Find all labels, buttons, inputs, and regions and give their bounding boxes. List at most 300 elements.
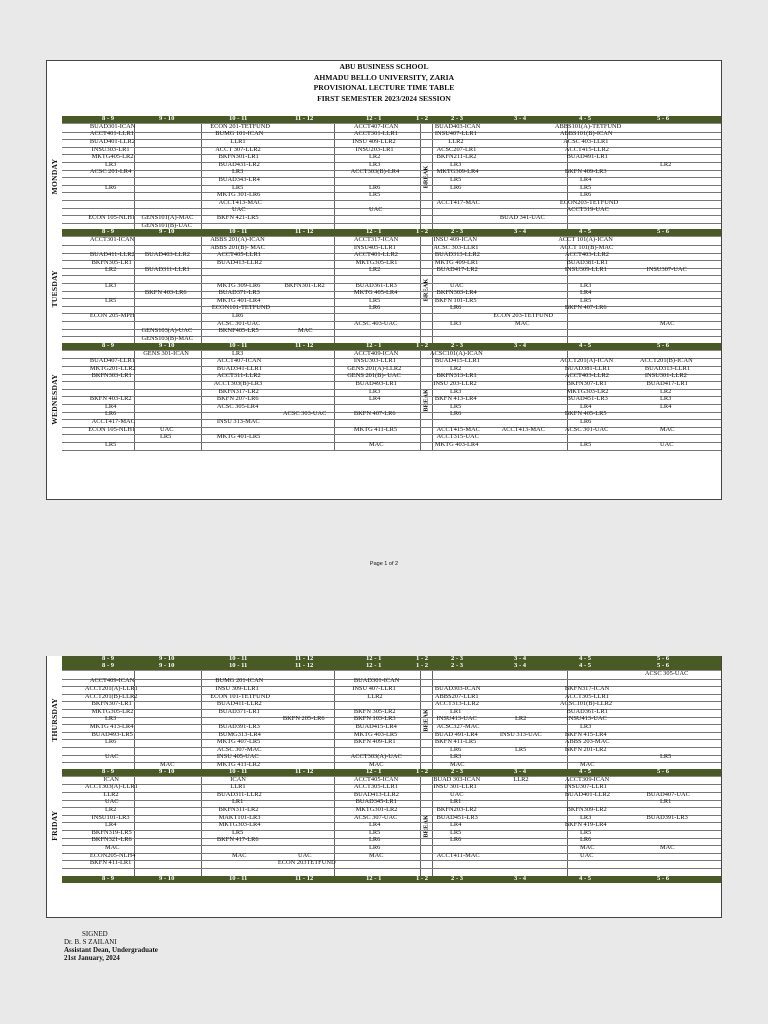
course-cell: BUAD417-LR2: [436, 266, 478, 274]
course-cell: BKFN313-LR1: [436, 372, 477, 380]
course-cell: GENS 201(B)- UAC: [347, 372, 401, 380]
time-slot-label: 8 - 9: [102, 767, 115, 775]
course-cell: ABBS101(A)-TETFUND: [554, 122, 622, 130]
course-cell: LR3: [232, 349, 244, 357]
course-cell: BKFN 411-LR1: [89, 859, 132, 867]
day-grid-wednesday: [62, 350, 721, 450]
course-cell: LLR2: [367, 692, 383, 700]
course-cell: ACCT201(A)-ICAN: [559, 357, 614, 365]
course-cell: BUAD431-LR2: [218, 160, 260, 168]
course-cell: LR5: [580, 828, 592, 836]
signed-label: SIGNED: [82, 930, 108, 938]
course-cell: ACCT303(A)-LLR1: [84, 783, 138, 791]
course-cell: MAC: [580, 760, 595, 768]
course-cell: BKFN 419-LR4: [564, 821, 607, 829]
break-label: BREAK: [422, 814, 430, 838]
course-cell: LR4: [105, 402, 117, 410]
time-slot-label: 4 - 5: [579, 874, 592, 882]
course-cell: INSU303-LLR1: [353, 357, 396, 365]
course-cell: LR5: [232, 183, 244, 191]
course-cell: BKFN301-LR1: [218, 153, 259, 161]
time-slot-label: 10 - 11: [229, 874, 248, 882]
course-cell: ABBS 203-MAC: [564, 738, 610, 746]
course-cell: LR2: [450, 364, 462, 372]
course-cell: ACCT305-LLR1: [353, 783, 398, 791]
course-cell: LR5: [160, 433, 172, 441]
time-slot-label: 1 - 2: [416, 655, 429, 662]
course-cell: BUAD413-LLR2: [216, 258, 262, 266]
course-cell: ACCT417-MAC: [91, 417, 135, 425]
course-cell: LR5: [515, 745, 527, 753]
course-cell: ECON101-TETFUND: [211, 304, 271, 312]
course-cell: LR6: [450, 183, 462, 191]
time-slot-label: 10 - 11: [229, 228, 248, 236]
course-cell: LR3: [369, 387, 381, 395]
course-cell: MAC: [298, 327, 313, 335]
course-cell: BKFN307-LR1: [91, 700, 132, 708]
course-cell: ACSC 403-UAC: [353, 319, 398, 327]
course-cell: LR3: [660, 395, 672, 403]
course-cell: ACCT407-ICAN: [216, 357, 262, 365]
course-cell: BUAD381-LLR1: [564, 364, 610, 372]
course-cell: LR2: [369, 266, 381, 274]
course-cell: BKFN 103-LR3: [353, 715, 396, 723]
course-cell: MAC: [660, 425, 675, 433]
course-cell: BKFN305-LR1: [91, 258, 132, 266]
course-cell: INSU 309-LLR1: [215, 684, 259, 692]
time-slot-label: 1 - 2: [416, 767, 429, 775]
course-cell: BUAD491-LR1: [566, 153, 608, 161]
time-slot-label: 12 - 1: [366, 341, 382, 349]
course-cell: BUAD401-LLR2: [89, 137, 135, 145]
time-slot-label: 12 - 1: [366, 874, 382, 882]
course-cell: MKTG 413-LR4: [89, 722, 134, 730]
course-cell: ACCT201(B)-LLR2: [84, 692, 138, 700]
course-cell: ACCT403-LLR2: [564, 251, 609, 259]
course-cell: LR6: [450, 304, 462, 312]
course-cell: BUAD345-LR1: [355, 798, 397, 806]
course-cell: BKFN 207-LR6: [216, 395, 259, 403]
course-cell: MKTG 407-LR5: [216, 738, 261, 746]
course-cell: ECON 101-TETFUND: [210, 692, 271, 700]
course-cell: BUAD413-LLR2: [353, 790, 399, 798]
course-cell: INSU307-LLR1: [564, 783, 607, 791]
course-cell: LLR1: [230, 783, 246, 791]
course-cell: BKFN 411-LR5: [434, 738, 477, 746]
time-slot-label: 3 - 4: [514, 767, 527, 775]
time-slot-label: 12 - 1: [366, 228, 382, 236]
break-label: BREAK: [422, 165, 430, 189]
course-cell: BKFN 403-LR6: [144, 289, 187, 297]
course-cell: MKTG309-LR4: [436, 168, 479, 176]
course-cell: LR5: [450, 175, 462, 183]
time-slot-label: 4 - 5: [579, 341, 592, 349]
course-cell: MKTG 411-LR2: [216, 760, 261, 768]
course-cell: ABBS207-LLR1: [434, 692, 479, 700]
course-cell: BUAD493-LR1: [355, 379, 397, 387]
time-slot-label: 8 - 9: [102, 228, 115, 236]
course-cell: ACCT313-LLR2: [434, 700, 479, 708]
course-cell: LR5: [450, 402, 462, 410]
course-cell: BKFN 405-LR5: [564, 410, 607, 418]
course-cell: LR5: [369, 296, 381, 304]
course-cell: BUAD371-LR3: [218, 289, 260, 297]
course-cell: BKFN 409-LR1: [353, 738, 396, 746]
break-label: BREAK: [422, 388, 430, 412]
course-cell: ICAN: [230, 775, 246, 783]
course-cell: BUMG 201-ICAN: [215, 677, 264, 685]
course-cell: LR6: [580, 836, 592, 844]
course-cell: MKTG 403-LR5: [353, 730, 398, 738]
course-cell: BUAD341-LLR1: [216, 364, 262, 372]
course-cell: INSU405-LLR1: [353, 243, 396, 251]
time-slot-label: 9 - 10: [159, 228, 175, 236]
course-cell: LLR1: [230, 137, 246, 145]
time-slot-label: 1 - 2: [416, 228, 429, 236]
time-slot-label: 11 - 12: [295, 874, 314, 882]
course-cell: LR3: [369, 160, 381, 168]
course-cell: MAC: [660, 843, 675, 851]
course-cell: BKFN307-LR1: [566, 379, 607, 387]
course-cell: BUAD415-LR4: [355, 722, 397, 730]
course-cell: BKNF405-LR5: [218, 327, 259, 335]
course-cell: INSU 313-MAC: [216, 417, 260, 425]
course-cell: GENS101(A)-MAC: [141, 213, 194, 221]
course-cell: LR4: [105, 821, 117, 829]
course-cell: BUAD493-LR5: [91, 730, 133, 738]
course-cell: BUAD417-LR1: [646, 379, 688, 387]
document-title: PROVISIONAL LECTURE TIME TABLE: [313, 83, 455, 92]
course-cell: INSU 203-LLR2: [433, 379, 477, 387]
school-name: ABU BUSINESS SCHOOL: [339, 62, 429, 71]
time-slot-label: 4 - 5: [579, 228, 592, 236]
course-cell: INSU413-UAC: [566, 715, 607, 723]
course-cell: INSU407-LLR1: [434, 130, 477, 138]
time-slot-label: 2 - 3: [451, 655, 464, 662]
time-slot-label: 11 - 12: [295, 228, 314, 236]
course-cell: ECON203-TETFUND: [559, 198, 619, 206]
course-cell: BKFN309-LR2: [566, 805, 607, 813]
course-cell: ACCT403-LLR2: [564, 372, 609, 380]
course-cell: MAC: [515, 319, 530, 327]
time-slot-label: 11 - 12: [295, 767, 314, 775]
course-cell: LR6: [232, 312, 244, 320]
course-cell: UAC: [660, 440, 674, 448]
course-cell: ACSC 305-LR4: [216, 402, 259, 410]
course-cell: ACSC 307-UAC: [353, 813, 398, 821]
course-cell: ACCT405-ICAN: [353, 775, 399, 783]
course-cell: MKTG 405-LR4: [353, 289, 398, 297]
course-cell: UAC: [450, 281, 464, 289]
time-slot-label: 11 - 12: [295, 655, 314, 662]
course-cell: ACSC 303-LLR1: [433, 243, 479, 251]
time-slot-label: 2 - 3: [451, 341, 464, 349]
course-cell: LR3: [450, 319, 462, 327]
course-cell: LR6: [369, 843, 381, 851]
course-cell: MKTG201-LLR2: [89, 364, 136, 372]
course-cell: LR2: [660, 160, 672, 168]
course-cell: ACSC 403-LLR1: [563, 137, 609, 145]
course-cell: BKFN 201-LR2: [564, 745, 607, 753]
course-cell: MKTG 401-LR4: [216, 296, 261, 304]
break-label: BREAK: [422, 279, 430, 302]
course-cell: MAKT101-LR3: [218, 813, 261, 821]
course-cell: MAC: [580, 843, 595, 851]
course-cell: GENS103(B)-MAC: [141, 334, 193, 342]
course-cell: LR5: [450, 828, 462, 836]
course-cell: UAC: [105, 798, 119, 806]
course-cell: MKTG 403-LR4: [434, 440, 479, 448]
course-cell: ACCT201(A)-LLR1: [84, 684, 138, 692]
time-slot-label: 11 - 12: [295, 115, 314, 122]
time-slot-label: 8 - 9: [102, 874, 115, 882]
course-cell: ACCT311-LLR2: [216, 372, 261, 380]
course-cell: BUAD403-LLR2: [144, 251, 190, 259]
course-cell: ACCT401-LLR2: [353, 251, 398, 259]
time-slot-label: 8 - 9: [102, 655, 115, 662]
time-slot-label: 5 - 6: [657, 655, 670, 662]
course-cell: ACCT 101(A)-ICAN: [558, 236, 613, 244]
course-cell: LR6: [580, 417, 592, 425]
course-cell: BKFN317-ICAN: [564, 684, 610, 692]
course-cell: MKTG 411-LR5: [353, 425, 398, 433]
course-cell: LR4: [369, 821, 381, 829]
course-cell: ACCT319-UAC: [566, 206, 609, 214]
time-slot-label: 9 - 10: [159, 655, 175, 662]
course-cell: ACSC 301-UAC: [564, 425, 609, 433]
time-slot-header: [62, 876, 721, 883]
course-cell: BUAD313-LLR2: [434, 251, 480, 259]
course-cell: LR4: [369, 395, 381, 403]
course-cell: ACSC207-LR1: [436, 145, 477, 153]
course-cell: MKTG301-LR2: [355, 805, 398, 813]
timetable-page-2: [46, 656, 722, 918]
course-cell: BUAD311-LLR2: [216, 790, 262, 798]
course-cell: ACCT301-LLR1: [353, 130, 398, 138]
course-cell: GENS101(B)-UAC: [141, 221, 192, 229]
course-cell: LR3: [232, 168, 244, 176]
course-cell: BUAD 491-LR4: [434, 730, 478, 738]
course-cell: BUAD313-LLR1: [644, 364, 690, 372]
course-cell: LR3: [580, 813, 592, 821]
course-cell: BKFN203-LR2: [436, 805, 477, 813]
course-cell: BUAD451-LR3: [436, 813, 478, 821]
course-cell: INSU101-LR3: [91, 813, 130, 821]
course-cell: LR6: [369, 183, 381, 191]
course-cell: MAC: [369, 440, 384, 448]
time-slot-label: 10 - 11: [229, 662, 248, 669]
course-cell: INSU 409-ICAN: [433, 236, 478, 244]
course-cell: BKFN 403-LR2: [89, 395, 132, 403]
course-cell: UAC: [369, 206, 383, 214]
course-cell: LR2: [369, 153, 381, 161]
course-cell: LR3: [450, 753, 462, 761]
course-cell: LR3: [580, 281, 592, 289]
course-cell: ACSC 301-UAC: [216, 319, 261, 327]
signature-date: 21st January, 2024: [64, 954, 120, 962]
time-slot-label: 3 - 4: [514, 655, 527, 662]
course-cell: INSU203-LR1: [355, 145, 394, 153]
course-cell: ACCT407-ICAN: [353, 122, 399, 130]
time-slot-label: 5 - 6: [657, 341, 670, 349]
signatory-position: Assistant Dean, Undergraduate: [64, 946, 158, 954]
course-cell: ECON205-NLH4: [89, 851, 136, 859]
course-cell: LR5: [580, 183, 592, 191]
course-cell: ECON 201-TETFUND: [210, 122, 271, 130]
course-cell: BUAD381-LR1: [566, 258, 608, 266]
course-cell: ACSC327-MAC: [436, 722, 480, 730]
course-cell: BKFN317-LR2: [218, 387, 259, 395]
course-cell: ACCT303(B)-LR3: [213, 379, 263, 387]
course-cell: BUAD371-LR1: [218, 707, 260, 715]
course-cell: INSU303-LR1: [91, 145, 130, 153]
course-cell: ACCT303(A)-UAC: [350, 753, 402, 761]
course-cell: BUAD361-LR1: [566, 707, 608, 715]
course-cell: LLR2: [513, 775, 529, 783]
course-cell: MKTG303-LR2: [566, 387, 609, 395]
time-slot-label: 11 - 12: [295, 662, 314, 669]
time-slot-label: 2 - 3: [451, 115, 464, 122]
course-cell: MKTG 401-LR5: [216, 433, 261, 441]
course-cell: MKTG 301-LR6: [216, 191, 261, 199]
time-slot-label: 3 - 4: [514, 228, 527, 236]
course-cell: LR1: [660, 798, 672, 806]
course-cell: INSU 301-LLR1: [433, 783, 477, 791]
course-cell: LR3: [105, 715, 117, 723]
course-cell: ACCT201(B)-ICAN: [639, 357, 693, 365]
course-cell: LR6: [450, 745, 462, 753]
course-cell: BKFN 415-LR4: [564, 730, 607, 738]
course-cell: UAC: [450, 790, 464, 798]
day-label-wednesday: WEDNESDAY: [50, 373, 59, 425]
time-slot-label: 2 - 3: [451, 228, 464, 236]
time-slot-label: 5 - 6: [657, 662, 670, 669]
course-cell: MKTG305-LR1: [355, 258, 398, 266]
course-cell: LR2: [515, 715, 527, 723]
course-cell: MKTG405-LR2: [91, 153, 134, 161]
time-slot-label: 5 - 6: [657, 115, 670, 122]
course-cell: BKFN319-LR5: [91, 828, 132, 836]
course-cell: LR6: [369, 836, 381, 844]
course-cell: BUAD391-LR3: [646, 813, 688, 821]
time-slot-label: 9 - 10: [159, 662, 175, 669]
course-cell: LR5: [369, 828, 381, 836]
course-cell: BKFN 205-LR6: [282, 715, 325, 723]
course-cell: ICAN: [103, 775, 119, 783]
course-cell: BKFN 409-LR3: [564, 168, 607, 176]
course-cell: ECON 205-MPH: [89, 312, 135, 320]
course-cell: BUMG 101-ICAN: [215, 130, 264, 138]
course-cell: ACCT413-MAC: [501, 425, 545, 433]
course-cell: BUAD343-LR4: [218, 175, 260, 183]
course-cell: ECON 105-NLH1: [88, 213, 136, 221]
course-cell: BUAD361-LR3: [355, 281, 397, 289]
course-cell: INSU 409-LLR2: [352, 137, 396, 145]
timetable-title-block: [47, 61, 721, 104]
time-slot-label: 9 - 10: [159, 874, 175, 882]
course-cell: LR3: [105, 281, 117, 289]
course-cell: LR5: [105, 296, 117, 304]
time-slot-label: 10 - 11: [229, 115, 248, 122]
time-slot-label: 12 - 1: [366, 655, 382, 662]
course-cell: ACCT305-LLR1: [564, 692, 609, 700]
course-cell: LR1: [450, 798, 462, 806]
time-slot-label: 11 - 12: [295, 341, 314, 349]
course-cell: ACCT409-ICAN: [353, 349, 399, 357]
course-cell: LR3: [450, 160, 462, 168]
course-cell: MAC: [660, 319, 675, 327]
course-cell: BUAD411-LLR2: [89, 251, 135, 259]
course-cell: LR3: [580, 722, 592, 730]
course-cell: LR6: [369, 304, 381, 312]
course-cell: INSU309-LLR1: [564, 266, 607, 274]
time-slot-label: 9 - 10: [159, 767, 175, 775]
course-cell: UAC: [160, 425, 174, 433]
time-slot-label: 3 - 4: [514, 341, 527, 349]
course-cell: BUAD301-ICAN: [89, 122, 136, 130]
course-cell: LLR2: [103, 790, 119, 798]
course-cell: LR4: [660, 402, 672, 410]
course-cell: LR6: [105, 183, 117, 191]
course-cell: BUMG313-LR4: [218, 730, 261, 738]
course-cell: LR3: [450, 387, 462, 395]
university-name: AHMADU BELLO UNIVERSITY, ZARIA: [313, 72, 455, 82]
course-cell: ACCT309-ICAN: [564, 775, 610, 783]
course-cell: UAC: [298, 851, 312, 859]
time-slot-label: 9 - 10: [159, 115, 175, 122]
course-cell: MAC: [232, 851, 247, 859]
time-slot-label: 5 - 6: [657, 767, 670, 775]
time-slot-label: 10 - 11: [229, 341, 248, 349]
time-slot-label: 4 - 5: [579, 662, 592, 669]
course-cell: UAC: [232, 206, 246, 214]
course-cell: ACCT301-ICAN: [89, 236, 135, 244]
course-cell: ECON 105-NLH1: [88, 425, 136, 433]
course-cell: ACSC 305-UAC: [644, 669, 689, 677]
course-cell: MKTG305-LR2: [91, 707, 134, 715]
course-cell: GENS 301-ICAN: [143, 349, 189, 357]
course-cell: LLR2: [448, 137, 464, 145]
time-slot-label: 1 - 2: [416, 115, 429, 122]
course-cell: BUAD 341-UAC: [499, 213, 545, 221]
time-slot-label: 12 - 1: [366, 662, 382, 669]
course-cell: LR1: [232, 798, 244, 806]
course-cell: ACCT 307-LLR2: [215, 145, 261, 153]
signature-block: [64, 930, 158, 962]
day-label-monday: MONDAY: [50, 158, 59, 195]
course-cell: BKFN 413-LR4: [434, 395, 477, 403]
course-cell: LR2: [105, 805, 117, 813]
course-cell: BUAD403-ICAN: [434, 122, 481, 130]
time-slot-label: 4 - 5: [579, 115, 592, 122]
course-cell: ACCT417-MAC: [436, 198, 480, 206]
time-slot-label: 4 - 5: [579, 767, 592, 775]
course-cell: BUAD391-LR3: [218, 722, 260, 730]
course-cell: ACCT315-UAC: [436, 433, 479, 441]
time-slot-label: 1 - 2: [416, 341, 429, 349]
course-cell: ACSC 201-LR4: [89, 168, 132, 176]
course-cell: BUAD451-LR3: [566, 395, 608, 403]
day-grid-monday: [62, 123, 721, 230]
time-slot-label: 3 - 4: [514, 115, 527, 122]
course-cell: ACCT409-ICAN: [89, 677, 135, 685]
course-cell: LR6: [105, 738, 117, 746]
course-cell: BKFN303-LR1: [91, 372, 132, 380]
course-cell: ACCT401-LLR1: [89, 130, 134, 138]
course-cell: MAC: [369, 760, 384, 768]
day-grid-friday: [62, 776, 721, 876]
course-cell: ACCT405-LLR1: [216, 251, 261, 259]
